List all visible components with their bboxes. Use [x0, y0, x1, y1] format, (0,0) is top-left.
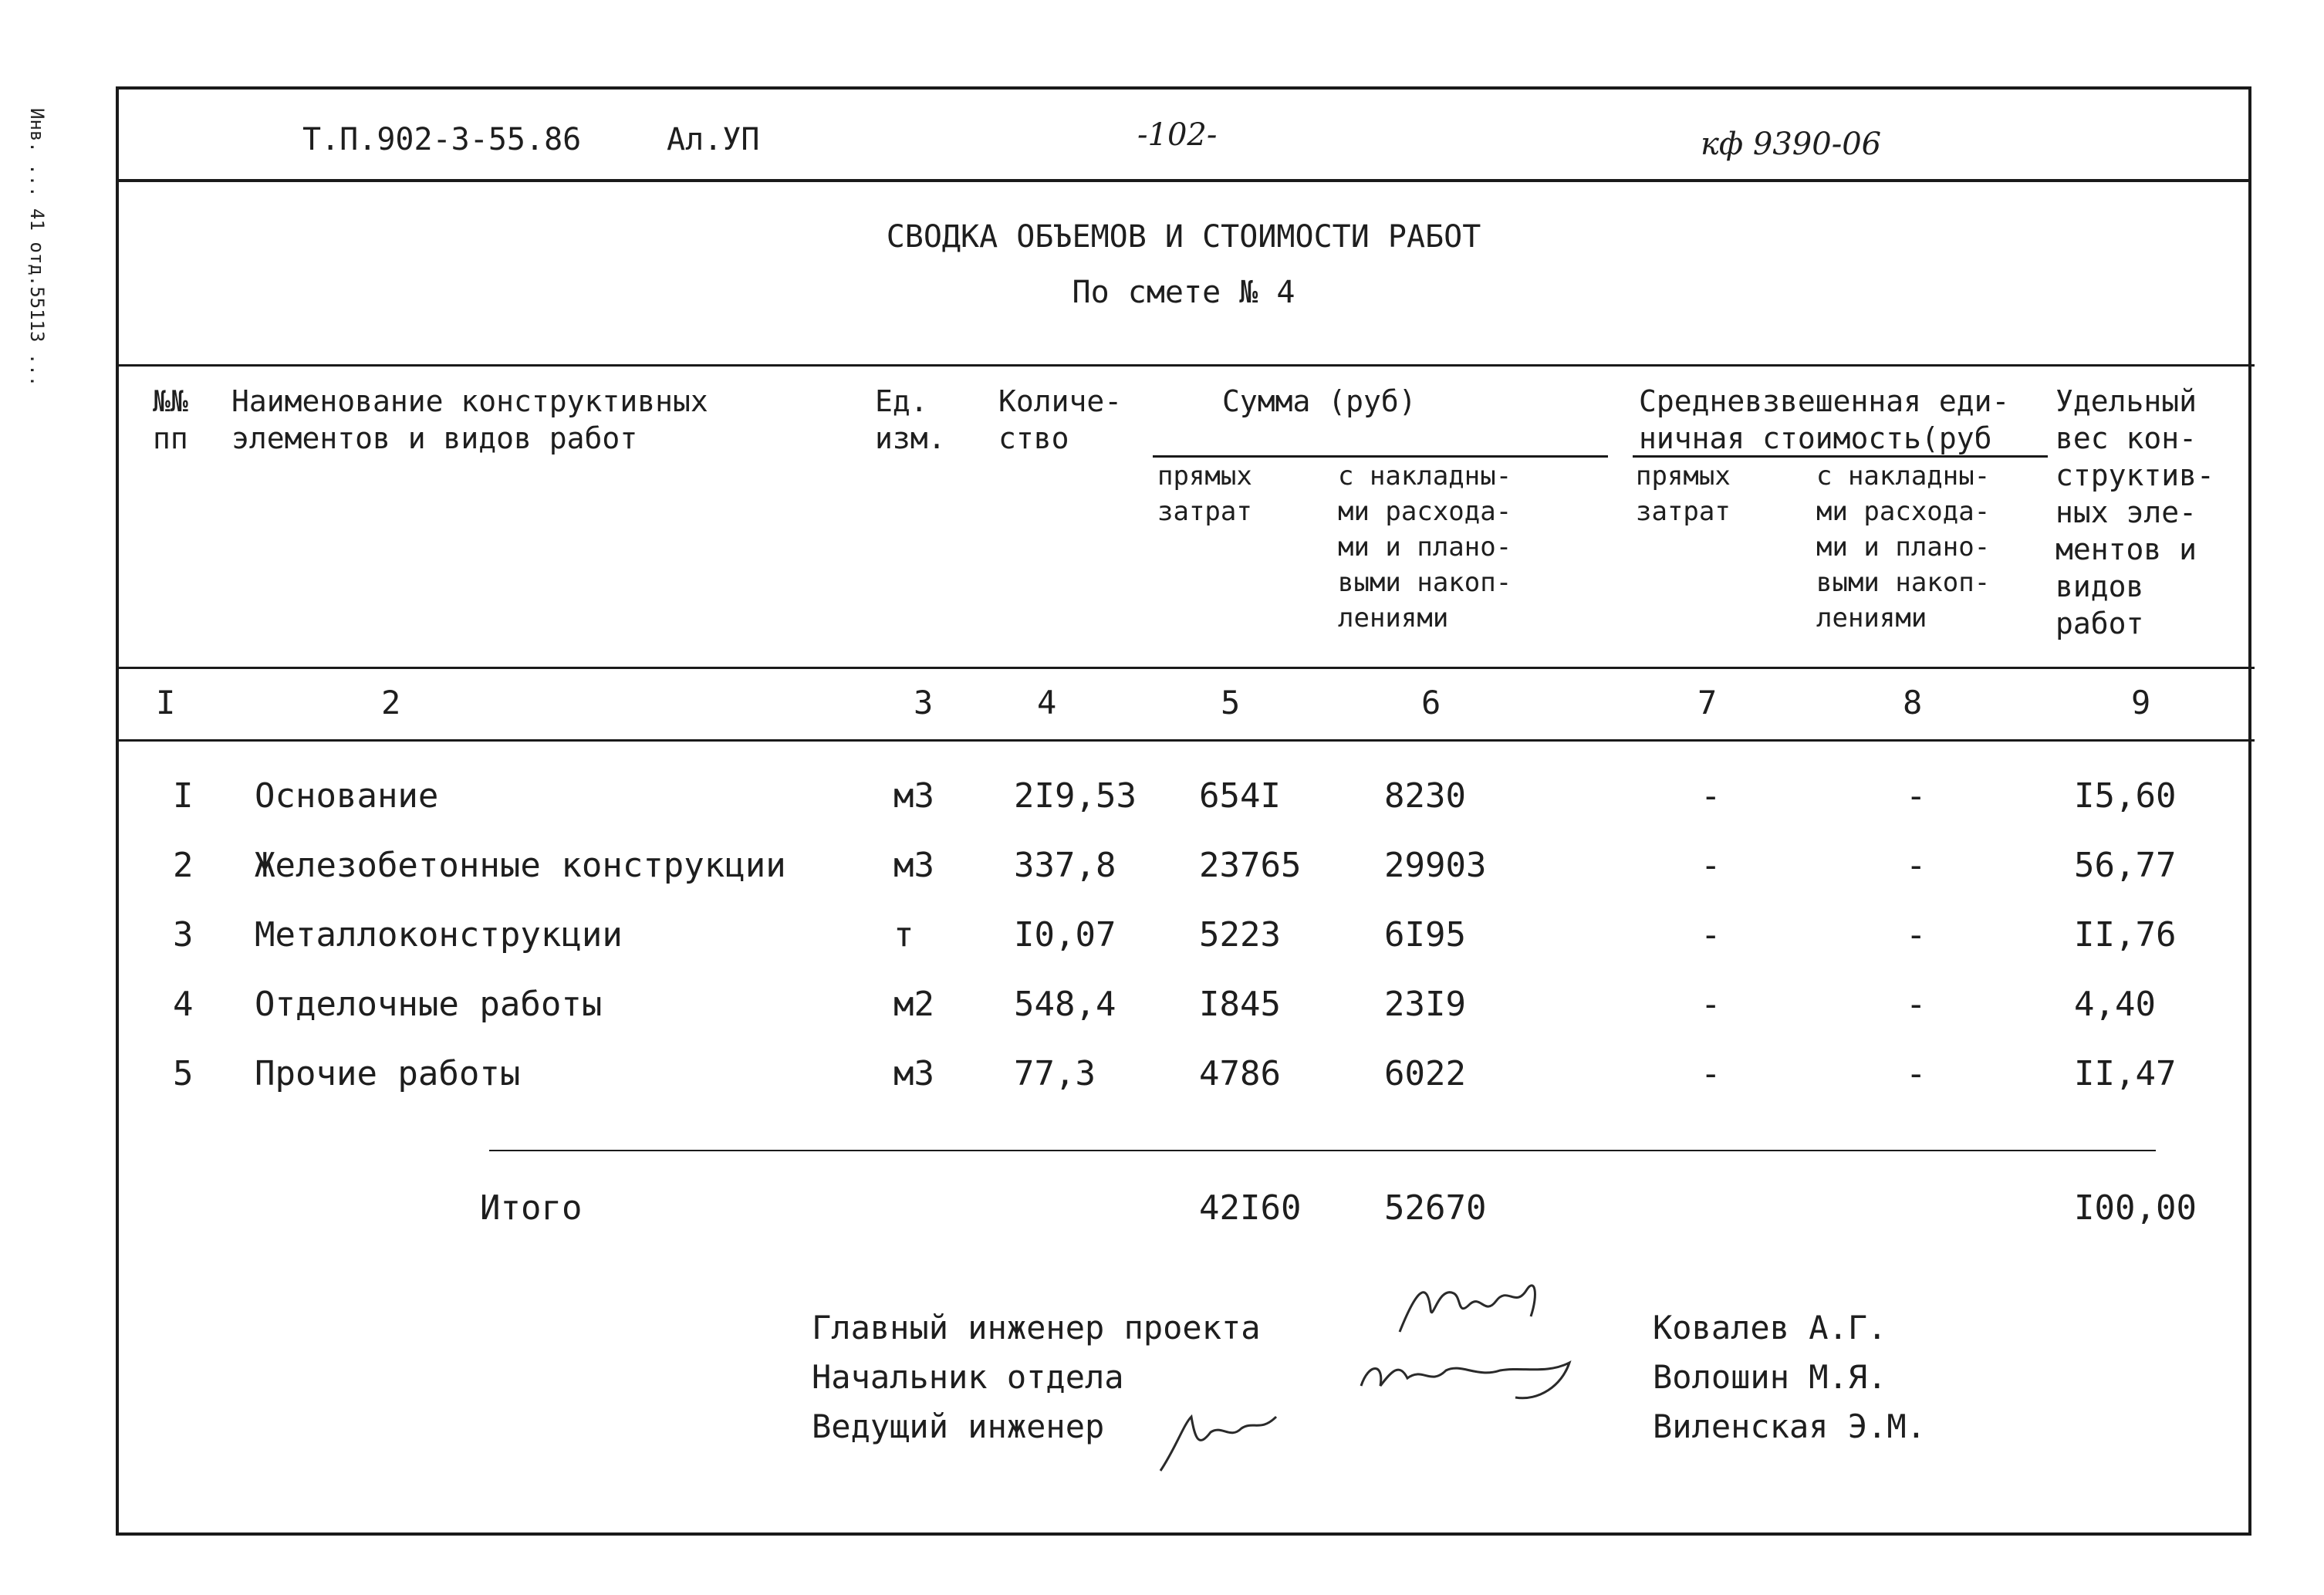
- col-number-8: 8: [1903, 684, 1923, 721]
- row-avg-direct: -: [1701, 776, 1721, 816]
- row-share: I5,60: [2074, 776, 2177, 816]
- col-header-unit: Ед. изм.: [875, 384, 946, 455]
- col-number-9: 9: [2131, 684, 2151, 721]
- col-numbers-bottom-rule: [119, 739, 2255, 742]
- row-number: I: [173, 776, 194, 816]
- row-share: II,76: [2074, 915, 2177, 955]
- total-label: Итого: [480, 1188, 583, 1228]
- row-direct-cost: I845: [1199, 985, 1281, 1024]
- side-stamp: Инв. ... 41 отд.55113 ...: [26, 108, 48, 387]
- row-number: 4: [173, 985, 194, 1024]
- row-avg-overhead: -: [1906, 846, 1927, 885]
- average-subheader-rule: [1633, 455, 2048, 458]
- col-header-average: Средневзвешенная еди- ничная стоимость(руб: [1639, 384, 2010, 455]
- row-unit: т: [893, 915, 914, 955]
- total-overhead-cost: 52670: [1384, 1188, 1487, 1228]
- col-number-5: 5: [1221, 684, 1241, 721]
- row-name: Отделочные работы: [255, 985, 603, 1024]
- signature-role: Ведущий инженер: [812, 1407, 1105, 1445]
- col-number-4: 4: [1037, 684, 1057, 721]
- row-number: 3: [173, 915, 194, 955]
- row-avg-direct: -: [1701, 985, 1721, 1024]
- row-share: 56,77: [2074, 846, 2177, 885]
- sum-subheader-rule: [1153, 455, 1608, 458]
- col-number-2: 2: [381, 684, 401, 721]
- col-header-quantity: Количе- ство: [998, 384, 1123, 455]
- row-quantity: I0,07: [1014, 915, 1116, 955]
- signature-role: Начальник отдела: [812, 1358, 1124, 1396]
- col-header-avg-overhead: с накладны- ми расхода- ми и плано- выми накоп- лениями: [1816, 461, 1991, 634]
- archive-code: кф 9390-06: [1701, 127, 1882, 162]
- row-overhead-cost: 29903: [1384, 846, 1487, 885]
- signature-scribble-lead: [1153, 1394, 1292, 1478]
- signature-name: Волошин М.Я.: [1653, 1358, 1887, 1396]
- col-header-sum: Сумма (руб): [1222, 384, 1417, 418]
- row-number: 2: [173, 846, 194, 885]
- row-quantity: 337,8: [1014, 846, 1116, 885]
- col-header-overhead: с накладны- ми расхода- ми и плано- выми накоп- лениями: [1338, 461, 1512, 634]
- total-rule: [489, 1150, 2156, 1151]
- document-subtitle: По смете № 4: [1072, 275, 1295, 310]
- total-direct-cost: 42I60: [1199, 1188, 1302, 1228]
- row-direct-cost: 5223: [1199, 915, 1281, 955]
- row-direct-cost: 4786: [1199, 1054, 1281, 1093]
- col-header-name: Наименование конструктивных элементов и видов работ: [231, 384, 708, 455]
- row-share: II,47: [2074, 1054, 2177, 1093]
- row-avg-overhead: -: [1906, 915, 1927, 955]
- row-name: Основание: [255, 776, 439, 816]
- row-avg-overhead: -: [1906, 776, 1927, 816]
- col-number-6: 6: [1421, 684, 1441, 721]
- row-avg-direct: -: [1701, 846, 1721, 885]
- col-number-7: 7: [1697, 684, 1718, 721]
- row-number: 5: [173, 1054, 194, 1093]
- row-unit: м3: [893, 846, 934, 885]
- row-overhead-cost: 8230: [1384, 776, 1466, 816]
- col-numbers-top-rule: [119, 667, 2255, 669]
- row-name: Металлоконструкции: [255, 915, 623, 955]
- document-sheet: [116, 86, 2251, 1536]
- row-quantity: 77,3: [1014, 1054, 1096, 1093]
- signature-name: Виленская Э.М.: [1653, 1407, 1927, 1445]
- table-top-rule: [119, 364, 2255, 367]
- col-number-3: 3: [914, 684, 934, 721]
- signature-scribble-head: [1346, 1332, 1593, 1409]
- col-header-share: Удельный вес кон- структив- ных эле- ментов и видов работ: [2055, 384, 2214, 640]
- album-code: Ал.УП: [667, 122, 760, 157]
- row-share: 4,40: [2074, 985, 2156, 1024]
- row-direct-cost: 654I: [1199, 776, 1281, 816]
- document-title: СВОДКА ОБЪЕМОВ И СТОИМОСТИ РАБОТ: [886, 219, 1481, 255]
- col-header-number: №№ пп: [153, 384, 188, 455]
- row-avg-overhead: -: [1906, 985, 1927, 1024]
- row-quantity: 2I9,53: [1014, 776, 1137, 816]
- title-stamp-row: [119, 90, 2248, 182]
- total-share: I00,00: [2074, 1188, 2197, 1228]
- row-unit: м2: [893, 985, 934, 1024]
- page-number: -102-: [1137, 117, 1218, 153]
- row-name: Прочие работы: [255, 1054, 521, 1093]
- project-code: Т.П.902-3-55.86: [302, 122, 582, 157]
- row-avg-direct: -: [1701, 1054, 1721, 1093]
- row-overhead-cost: 6022: [1384, 1054, 1466, 1093]
- row-name: Железобетонные конструкции: [255, 846, 786, 885]
- row-unit: м3: [893, 776, 934, 816]
- signature-role: Главный инженер проекта: [812, 1309, 1261, 1347]
- signature-name: Ковалев А.Г.: [1653, 1309, 1887, 1347]
- col-header-avg-direct: прямых затрат: [1636, 461, 1731, 527]
- row-overhead-cost: 23I9: [1384, 985, 1466, 1024]
- row-overhead-cost: 6I95: [1384, 915, 1466, 955]
- row-unit: м3: [893, 1054, 934, 1093]
- col-header-direct: прямых затрат: [1157, 461, 1252, 527]
- row-avg-overhead: -: [1906, 1054, 1927, 1093]
- row-quantity: 548,4: [1014, 985, 1116, 1024]
- row-direct-cost: 23765: [1199, 846, 1302, 885]
- row-avg-direct: -: [1701, 915, 1721, 955]
- col-number-1: I: [156, 684, 176, 721]
